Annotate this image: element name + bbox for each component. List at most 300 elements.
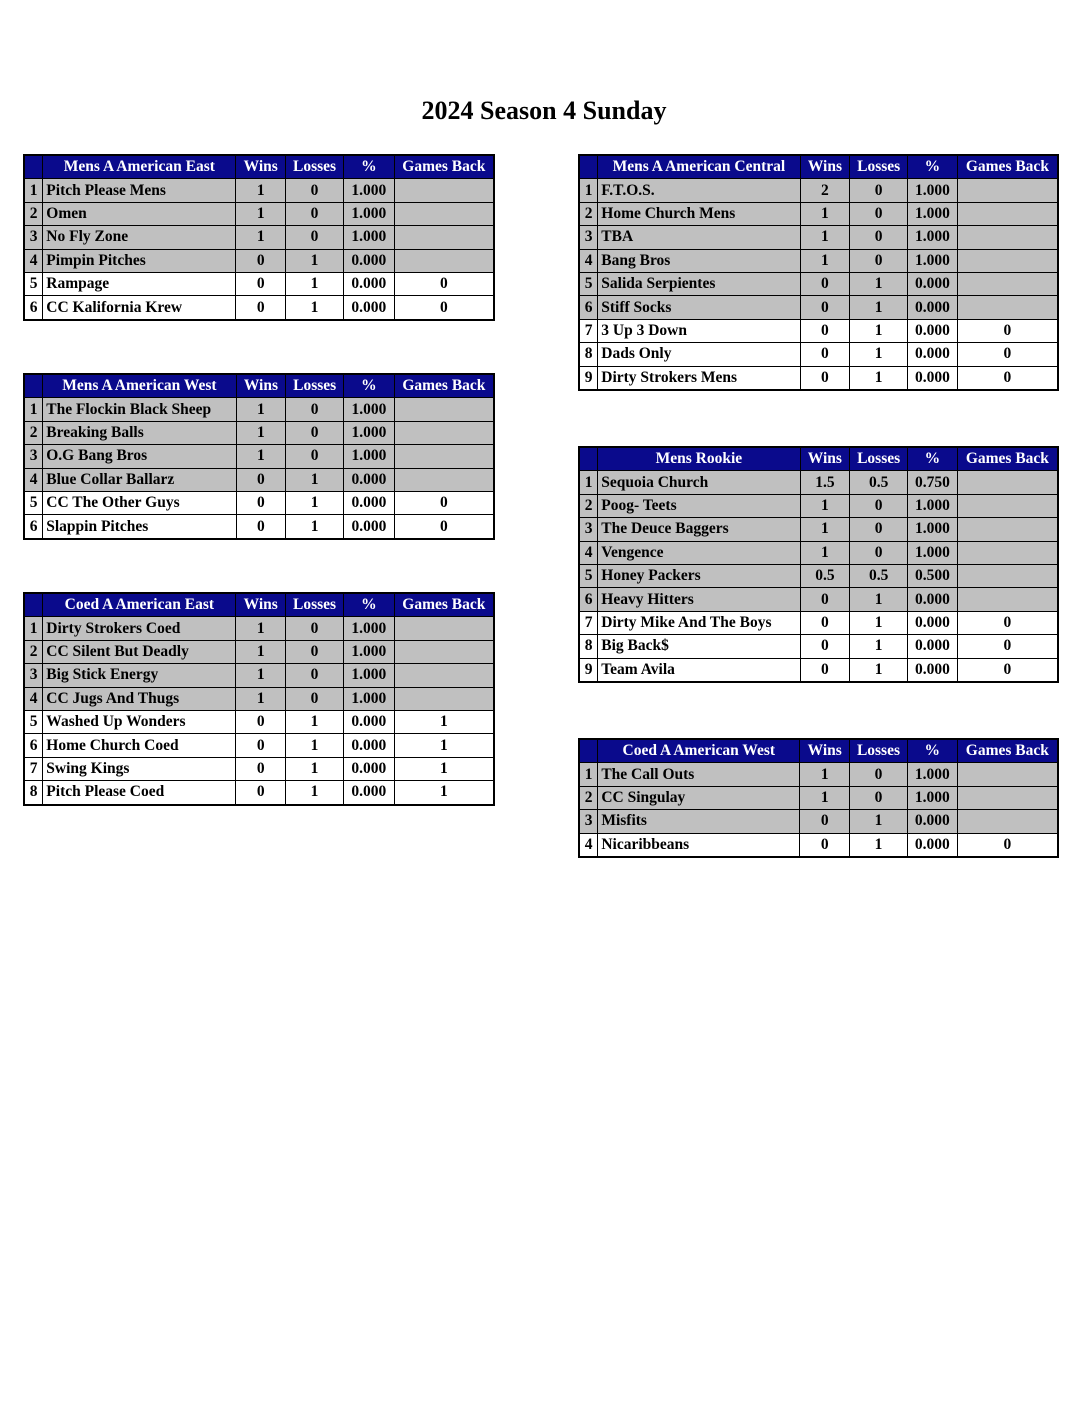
- rank: 2: [579, 202, 598, 225]
- division-name: Mens A American Central: [598, 155, 800, 179]
- table-row: [24, 445, 494, 468]
- rank-header: [579, 447, 598, 471]
- losses: 1: [850, 635, 908, 658]
- games-back: 0: [394, 272, 494, 295]
- table-row: [579, 202, 1058, 225]
- team-name: Heavy Hitters: [598, 588, 800, 611]
- team-name: O.G Bang Bros: [43, 445, 236, 468]
- rank: 9: [579, 658, 598, 682]
- win-pct: 0.000: [343, 249, 394, 272]
- table-row: [24, 468, 494, 491]
- losses: 1: [850, 272, 908, 295]
- games-back: 0: [394, 296, 494, 320]
- win-pct: 0.000: [343, 734, 394, 757]
- games-back: 0: [957, 343, 1058, 366]
- table-row: [579, 588, 1058, 611]
- losses: 0: [850, 494, 908, 517]
- table-row: [24, 179, 494, 202]
- team-name: CC Kalifornia Krew: [43, 296, 236, 320]
- wins: 0: [800, 272, 850, 295]
- games-back: [957, 541, 1058, 564]
- win-pct: 0.750: [908, 471, 958, 494]
- games-back: 1: [394, 710, 494, 733]
- table-row: [24, 421, 494, 444]
- win-pct: 0.000: [344, 468, 395, 491]
- rank: 4: [579, 249, 598, 272]
- team-name: TBA: [598, 226, 800, 249]
- standings-table-mens-a-american-east: [23, 154, 495, 321]
- pct-header: %: [908, 155, 958, 179]
- pct-header: %: [343, 593, 394, 617]
- team-name: Pimpin Pitches: [43, 249, 236, 272]
- losses: 0: [286, 398, 344, 421]
- games-back-header: Games Back: [394, 155, 494, 179]
- header-row: [24, 374, 494, 398]
- losses: 0.5: [850, 564, 908, 587]
- win-pct: 0.000: [908, 658, 958, 682]
- rank: 7: [579, 319, 598, 342]
- games-back: [394, 249, 494, 272]
- team-name: Big Stick Energy: [43, 664, 236, 687]
- header-row: [579, 155, 1058, 179]
- wins: 1: [236, 398, 286, 421]
- rank: 1: [24, 398, 43, 421]
- games-back: [957, 810, 1058, 833]
- win-pct: 0.000: [908, 319, 958, 342]
- team-name: Slappin Pitches: [43, 515, 236, 539]
- table-row: [24, 687, 494, 710]
- win-pct: 1.000: [908, 249, 958, 272]
- games-back: [957, 786, 1058, 809]
- page-title: 2024 Season 4 Sunday: [421, 96, 667, 125]
- wins: 0: [236, 734, 286, 757]
- losses: 1: [286, 515, 344, 539]
- table-row: [579, 249, 1058, 272]
- standings-table-coed-a-american-east: [23, 592, 495, 806]
- table-row: [24, 272, 494, 295]
- rank-header: [24, 593, 43, 617]
- wins: 1: [236, 226, 286, 249]
- team-name: 3 Up 3 Down: [598, 319, 800, 342]
- games-back: [394, 617, 494, 640]
- rank: 4: [579, 541, 598, 564]
- team-name: Poog- Teets: [598, 494, 800, 517]
- games-back: [394, 468, 494, 491]
- win-pct: 0.000: [344, 491, 395, 514]
- games-back: [957, 249, 1058, 272]
- table-row: [24, 515, 494, 539]
- losses: 0: [850, 786, 908, 809]
- games-back-header: Games Back: [394, 374, 494, 398]
- rank: 1: [24, 179, 43, 202]
- team-name: Dirty Strokers Mens: [598, 366, 800, 390]
- games-back: 0: [394, 491, 494, 514]
- games-back-header: Games Back: [957, 739, 1058, 763]
- team-name: Honey Packers: [598, 564, 800, 587]
- table-row: [579, 272, 1058, 295]
- win-pct: 0.000: [343, 272, 394, 295]
- wins: 1: [800, 202, 850, 225]
- rank: 1: [579, 763, 598, 786]
- rank: 3: [579, 518, 598, 541]
- wins: 0: [236, 781, 286, 805]
- team-name: Dirty Mike And The Boys: [598, 611, 800, 634]
- standings-table-mens-rookie: [578, 446, 1059, 683]
- losses-header: Losses: [850, 155, 908, 179]
- division-name: Mens A American West: [43, 374, 236, 398]
- team-name: Rampage: [43, 272, 236, 295]
- wins: 0: [800, 319, 850, 342]
- wins: 0: [800, 611, 850, 634]
- wins: 1: [236, 202, 286, 225]
- rank: 8: [579, 635, 598, 658]
- rank: 6: [24, 515, 43, 539]
- rank: 4: [579, 833, 598, 857]
- table-row: [24, 734, 494, 757]
- header-row: [24, 155, 494, 179]
- losses: 1: [850, 319, 908, 342]
- rank: 6: [579, 588, 598, 611]
- losses: 1: [286, 781, 344, 805]
- table-row: [579, 179, 1058, 202]
- team-name: F.T.O.S.: [598, 179, 800, 202]
- team-name: No Fly Zone: [43, 226, 236, 249]
- division-name: Mens Rookie: [598, 447, 800, 471]
- team-name: Pitch Please Mens: [43, 179, 236, 202]
- rank: 8: [579, 343, 598, 366]
- losses: 0: [286, 687, 344, 710]
- wins: 1: [800, 786, 850, 809]
- wins: 0: [236, 710, 286, 733]
- win-pct: 0.000: [907, 833, 957, 857]
- games-back: 1: [394, 734, 494, 757]
- table-row: [24, 757, 494, 780]
- losses: 1: [850, 296, 908, 319]
- rank: 4: [24, 687, 43, 710]
- win-pct: 0.000: [343, 296, 394, 320]
- losses: 0: [850, 202, 908, 225]
- rank: 1: [579, 179, 598, 202]
- losses: 1: [850, 588, 908, 611]
- games-back: [394, 398, 494, 421]
- table-row: [579, 494, 1058, 517]
- losses: 1: [850, 366, 908, 390]
- standings-table-mens-a-american-central: [578, 154, 1059, 391]
- rank-header: [24, 155, 43, 179]
- team-name: Breaking Balls: [43, 421, 236, 444]
- wins: 1: [800, 226, 850, 249]
- wins: 0: [236, 515, 286, 539]
- team-name: Dads Only: [598, 343, 800, 366]
- rank: 2: [579, 494, 598, 517]
- header-row: [579, 447, 1058, 471]
- win-pct: 0.000: [908, 366, 958, 390]
- table-row: [579, 319, 1058, 342]
- wins: 0: [800, 658, 850, 682]
- win-pct: 1.000: [908, 541, 958, 564]
- losses: 0: [286, 445, 344, 468]
- team-name: Pitch Please Coed: [43, 781, 236, 805]
- win-pct: 0.000: [344, 515, 395, 539]
- losses-header: Losses: [850, 739, 908, 763]
- wins: 1: [236, 664, 286, 687]
- rank: 2: [24, 202, 43, 225]
- win-pct: 1.000: [907, 763, 957, 786]
- rank: 2: [579, 786, 598, 809]
- losses: 0.5: [850, 471, 908, 494]
- standings-table-mens-a-american-west: [23, 373, 495, 540]
- table-row: [579, 564, 1058, 587]
- losses: 1: [286, 468, 344, 491]
- games-back: 1: [394, 781, 494, 805]
- wins: 1.5: [800, 471, 850, 494]
- wins-header: Wins: [236, 593, 286, 617]
- wins: 0: [800, 588, 850, 611]
- pct-header: %: [907, 739, 957, 763]
- team-name: Nicaribbeans: [598, 833, 800, 857]
- losses: 1: [286, 296, 344, 320]
- team-name: The Call Outs: [598, 763, 800, 786]
- wins: 1: [236, 179, 286, 202]
- losses: 0: [850, 518, 908, 541]
- losses: 1: [286, 757, 344, 780]
- games-back-header: Games Back: [394, 593, 494, 617]
- win-pct: 1.000: [344, 445, 395, 468]
- losses: 0: [286, 226, 344, 249]
- table-row: [579, 658, 1058, 682]
- table-row: [24, 617, 494, 640]
- table-row: [579, 226, 1058, 249]
- win-pct: 1.000: [908, 226, 958, 249]
- rank: 5: [24, 272, 43, 295]
- division-name: Mens A American East: [43, 155, 236, 179]
- wins: 0: [236, 272, 286, 295]
- games-back: [957, 564, 1058, 587]
- win-pct: 1.000: [908, 518, 958, 541]
- team-name: Misfits: [598, 810, 800, 833]
- losses: 1: [286, 734, 344, 757]
- table-row: [24, 640, 494, 663]
- table-row: [24, 398, 494, 421]
- games-back: [394, 179, 494, 202]
- win-pct: 0.000: [908, 588, 958, 611]
- games-back: [957, 296, 1058, 319]
- losses: 1: [286, 249, 344, 272]
- win-pct: 0.000: [343, 757, 394, 780]
- losses: 1: [286, 710, 344, 733]
- wins: 1: [236, 640, 286, 663]
- games-back: [957, 202, 1058, 225]
- division-name: Coed A American East: [43, 593, 236, 617]
- wins: 1: [800, 763, 850, 786]
- losses: 0: [286, 664, 344, 687]
- table-row: [579, 296, 1058, 319]
- games-back: [394, 421, 494, 444]
- team-name: Dirty Strokers Coed: [43, 617, 236, 640]
- games-back: [394, 640, 494, 663]
- table-row: [24, 781, 494, 805]
- wins: 0.5: [800, 564, 850, 587]
- games-back: 0: [957, 635, 1058, 658]
- team-name: Bang Bros: [598, 249, 800, 272]
- rank: 3: [24, 664, 43, 687]
- losses: 0: [850, 226, 908, 249]
- games-back: [957, 763, 1058, 786]
- team-name: Home Church Mens: [598, 202, 800, 225]
- losses: 0: [286, 617, 344, 640]
- team-name: The Deuce Baggers: [598, 518, 800, 541]
- table-row: [579, 343, 1058, 366]
- wins: 0: [236, 296, 286, 320]
- rank-header: [24, 374, 43, 398]
- table-row: [24, 249, 494, 272]
- rank: 5: [579, 272, 598, 295]
- wins: 0: [236, 249, 286, 272]
- team-name: Sequoia Church: [598, 471, 800, 494]
- wins-header: Wins: [800, 447, 850, 471]
- table-row: [579, 786, 1058, 809]
- rank: 6: [24, 734, 43, 757]
- win-pct: 0.500: [908, 564, 958, 587]
- games-back: 0: [957, 611, 1058, 634]
- team-name: Washed Up Wonders: [43, 710, 236, 733]
- table-row: [24, 664, 494, 687]
- losses-header: Losses: [286, 374, 344, 398]
- wins: 0: [800, 810, 850, 833]
- table-row: [579, 366, 1058, 390]
- wins-header: Wins: [800, 739, 850, 763]
- win-pct: 0.000: [343, 781, 394, 805]
- games-back: [957, 518, 1058, 541]
- pct-header: %: [344, 374, 395, 398]
- team-name: Omen: [43, 202, 236, 225]
- losses: 0: [850, 179, 908, 202]
- team-name: Team Avila: [598, 658, 800, 682]
- losses: 1: [286, 272, 344, 295]
- header-row: [579, 739, 1058, 763]
- team-name: Big Back$: [598, 635, 800, 658]
- rank-header: [579, 155, 598, 179]
- wins: 0: [236, 491, 286, 514]
- table-row: [24, 226, 494, 249]
- win-pct: 0.000: [908, 296, 958, 319]
- table-row: [24, 296, 494, 320]
- rank: 2: [24, 421, 43, 444]
- losses: 0: [286, 421, 344, 444]
- win-pct: 0.000: [908, 611, 958, 634]
- losses: 1: [850, 833, 908, 857]
- table-row: [24, 491, 494, 514]
- win-pct: 0.000: [907, 810, 957, 833]
- team-name: Stiff Socks: [598, 296, 800, 319]
- team-name: Swing Kings: [43, 757, 236, 780]
- games-back: 0: [957, 366, 1058, 390]
- losses-header: Losses: [286, 593, 344, 617]
- losses-header: Losses: [286, 155, 344, 179]
- games-back: [957, 588, 1058, 611]
- games-back: [394, 202, 494, 225]
- games-back: [957, 494, 1058, 517]
- win-pct: 0.000: [908, 635, 958, 658]
- table-row: [579, 810, 1058, 833]
- pct-header: %: [343, 155, 394, 179]
- wins-header: Wins: [800, 155, 850, 179]
- win-pct: 1.000: [908, 202, 958, 225]
- wins: 1: [800, 518, 850, 541]
- games-back: [394, 226, 494, 249]
- rank: 6: [24, 296, 43, 320]
- team-name: CC The Other Guys: [43, 491, 236, 514]
- wins: 1: [800, 541, 850, 564]
- table-row: [579, 541, 1058, 564]
- team-name: Blue Collar Ballarz: [43, 468, 236, 491]
- losses-header: Losses: [850, 447, 908, 471]
- games-back: 0: [957, 319, 1058, 342]
- rank: 2: [24, 640, 43, 663]
- games-back: 0: [957, 833, 1058, 857]
- games-back: [394, 687, 494, 710]
- rank-header: [579, 739, 598, 763]
- win-pct: 1.000: [907, 786, 957, 809]
- wins: 0: [800, 343, 850, 366]
- table-row: [579, 635, 1058, 658]
- losses: 0: [286, 179, 344, 202]
- losses: 1: [850, 658, 908, 682]
- win-pct: 0.000: [908, 272, 958, 295]
- rank: 5: [579, 564, 598, 587]
- win-pct: 1.000: [343, 179, 394, 202]
- rank: 5: [24, 491, 43, 514]
- wins: 1: [236, 687, 286, 710]
- games-back: [957, 226, 1058, 249]
- losses: 0: [286, 202, 344, 225]
- win-pct: 1.000: [343, 617, 394, 640]
- losses: 0: [850, 541, 908, 564]
- losses: 0: [850, 249, 908, 272]
- rank: 4: [24, 468, 43, 491]
- games-back: 1: [394, 757, 494, 780]
- games-back: [394, 664, 494, 687]
- win-pct: 1.000: [343, 640, 394, 663]
- table-row: [579, 833, 1058, 857]
- wins: 0: [236, 757, 286, 780]
- table-row: [579, 471, 1058, 494]
- games-back: 0: [957, 658, 1058, 682]
- pct-header: %: [908, 447, 958, 471]
- rank: 3: [24, 445, 43, 468]
- losses: 1: [850, 343, 908, 366]
- team-name: Salida Serpientes: [598, 272, 800, 295]
- wins: 1: [236, 617, 286, 640]
- rank: 1: [24, 617, 43, 640]
- games-back: 0: [394, 515, 494, 539]
- rank: 9: [579, 366, 598, 390]
- table-row: [579, 611, 1058, 634]
- win-pct: 0.000: [343, 710, 394, 733]
- win-pct: 1.000: [344, 398, 395, 421]
- team-name: Home Church Coed: [43, 734, 236, 757]
- losses: 1: [850, 810, 908, 833]
- rank: 3: [579, 810, 598, 833]
- games-back-header: Games Back: [957, 155, 1058, 179]
- rank: 4: [24, 249, 43, 272]
- team-name: CC Singulay: [598, 786, 800, 809]
- win-pct: 1.000: [344, 421, 395, 444]
- rank: 7: [579, 611, 598, 634]
- rank: 5: [24, 710, 43, 733]
- win-pct: 1.000: [343, 202, 394, 225]
- wins: 0: [800, 833, 850, 857]
